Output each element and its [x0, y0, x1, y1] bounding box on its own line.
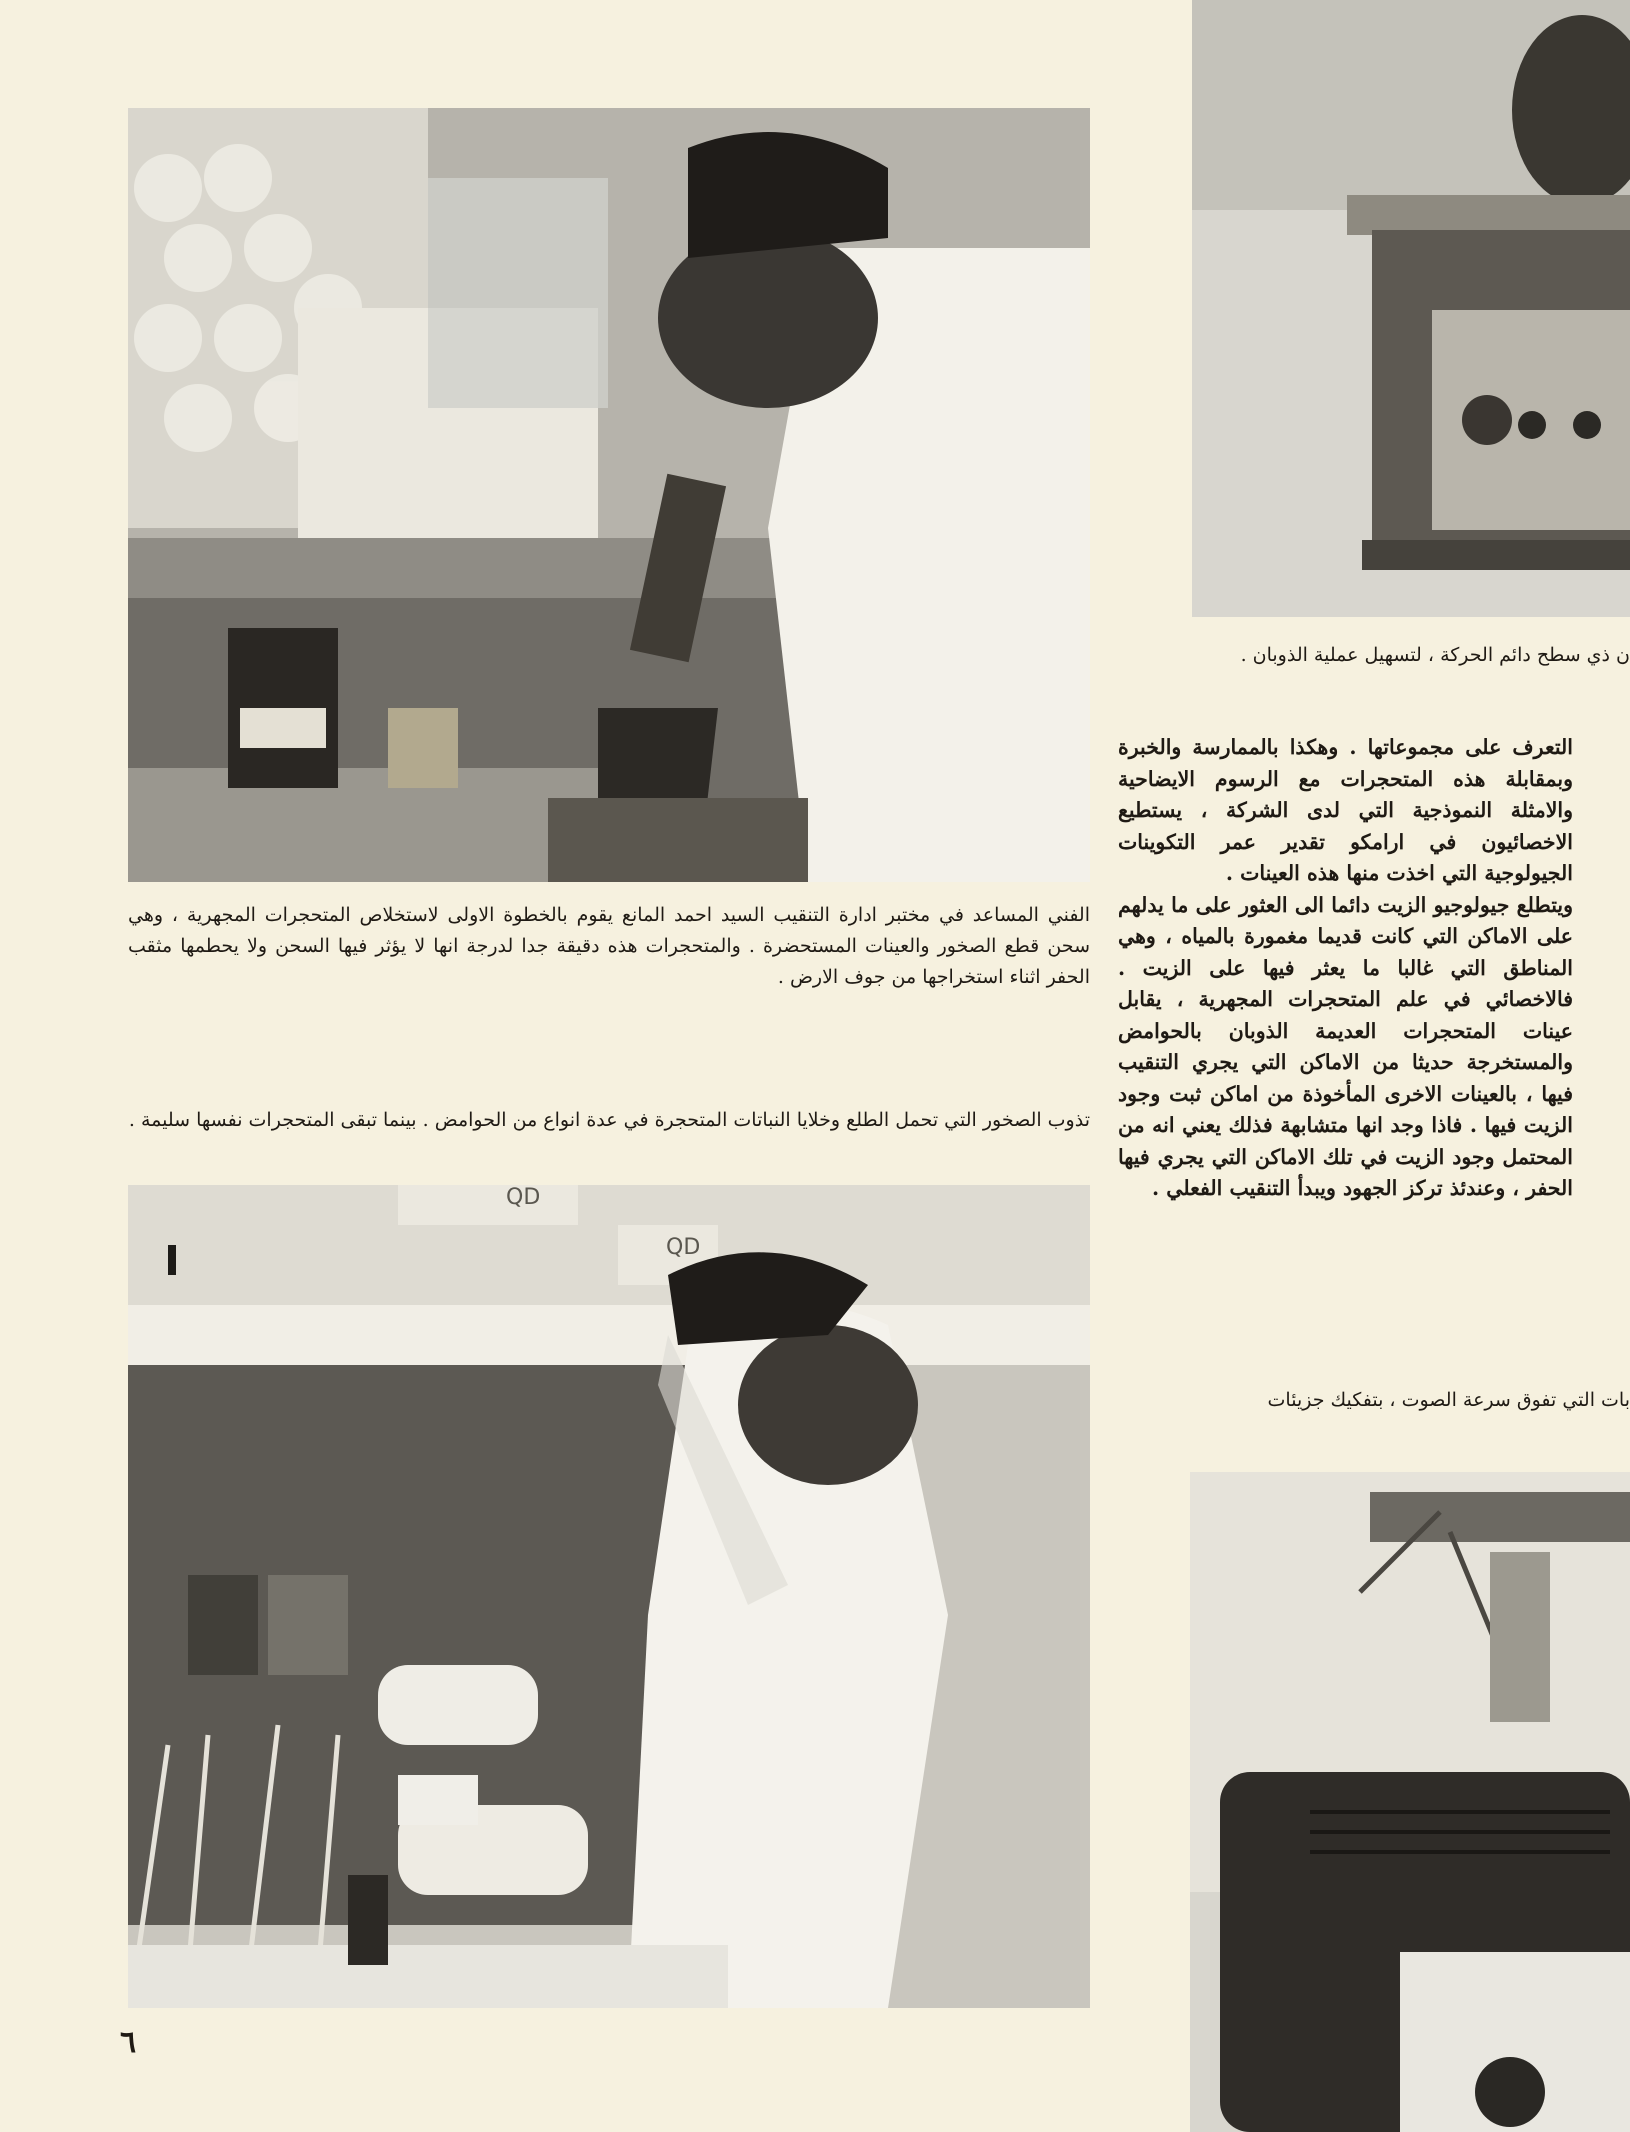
photo-stirrer: [1192, 0, 1630, 617]
caption-ultrasonic-fragment: بات التي تفوق سرعة الصوت ، بتفكيك جزيئات: [1267, 1389, 1630, 1411]
caption-technician-crushing: الفني المساعد في مختبر ادارة التنقيب السيد احمد المانع يقوم بالخطوة الاولى لاستخلاص المتحجرات المجهرية ، وهي سحن قطع الصخور والعينات المستحضرة . والمتحجرات هذه دقيقة جدا لدرجة انها لا يؤثر فيها السحن ولا يحطمها مثقب الحفر اثناء استخراجها من جوف الارض .: [128, 904, 1090, 988]
photo-technician-crushing: [128, 108, 1090, 882]
caption-stirrer-fragment: ن ذي سطح دائم الحركة ، لتسهيل عملية الذوبان .: [1240, 644, 1630, 666]
sample-box-label-1: QD: [506, 1185, 541, 1210]
page-number: ٦: [120, 2025, 137, 2060]
body-paragraph-2: ويتطلع جيولوجيو الزيت دائما الى العثور على ما يدلهم على الاماكن التي كانت قديما مغمورة بالمياه ، وهي المناطق التي غالبا ما يعثر فيها على الزيت . فالاخصائي في علم المتحجرات المجهرية ، يقابل عينات المتحجرات العديمة الذوبان بالحوامض والمستخرجة حديثا من الاماكن التي يجري التنقيب فيها ، بالعينات الاخرى المأخوذة من اماكن ثبت وجود الزيت فيها . فاذا وجد انها متشابهة فذلك يعني انه من المحتمل وجود الزيت في تلك الاماكن التي يجري فيها الحفر ، وعندئذ تركز الجهود ويبدأ التنقيب الفعلي .: [1118, 892, 1573, 1200]
photo-ultrasonic-device: [1190, 1472, 1630, 2132]
caption-acid-dissolving: تذوب الصخور التي تحمل الطلع وخلايا النباتات المتحجرة في عدة انواع من الحوامض . بينما تبقى المتحجرات نفسها سليمة .: [128, 1109, 1090, 1131]
sample-box-label-2: QD: [666, 1235, 701, 1260]
article-body: [1118, 732, 1573, 1205]
body-paragraph-1: التعرف على مجموعاتها . وهكذا بالممارسة والخبرة وبمقابلة هذه المتحجرات مع الرسوم الايضاحية والامثلة النموذجية التي لدى الشركة ، يستطيع الاخصائيون في ارامكو تقدير عمر التكوينات الجيولوجية التي اخذت منها هذه العينات .: [1118, 735, 1573, 885]
photo-technician-acids: [128, 1185, 1090, 2008]
